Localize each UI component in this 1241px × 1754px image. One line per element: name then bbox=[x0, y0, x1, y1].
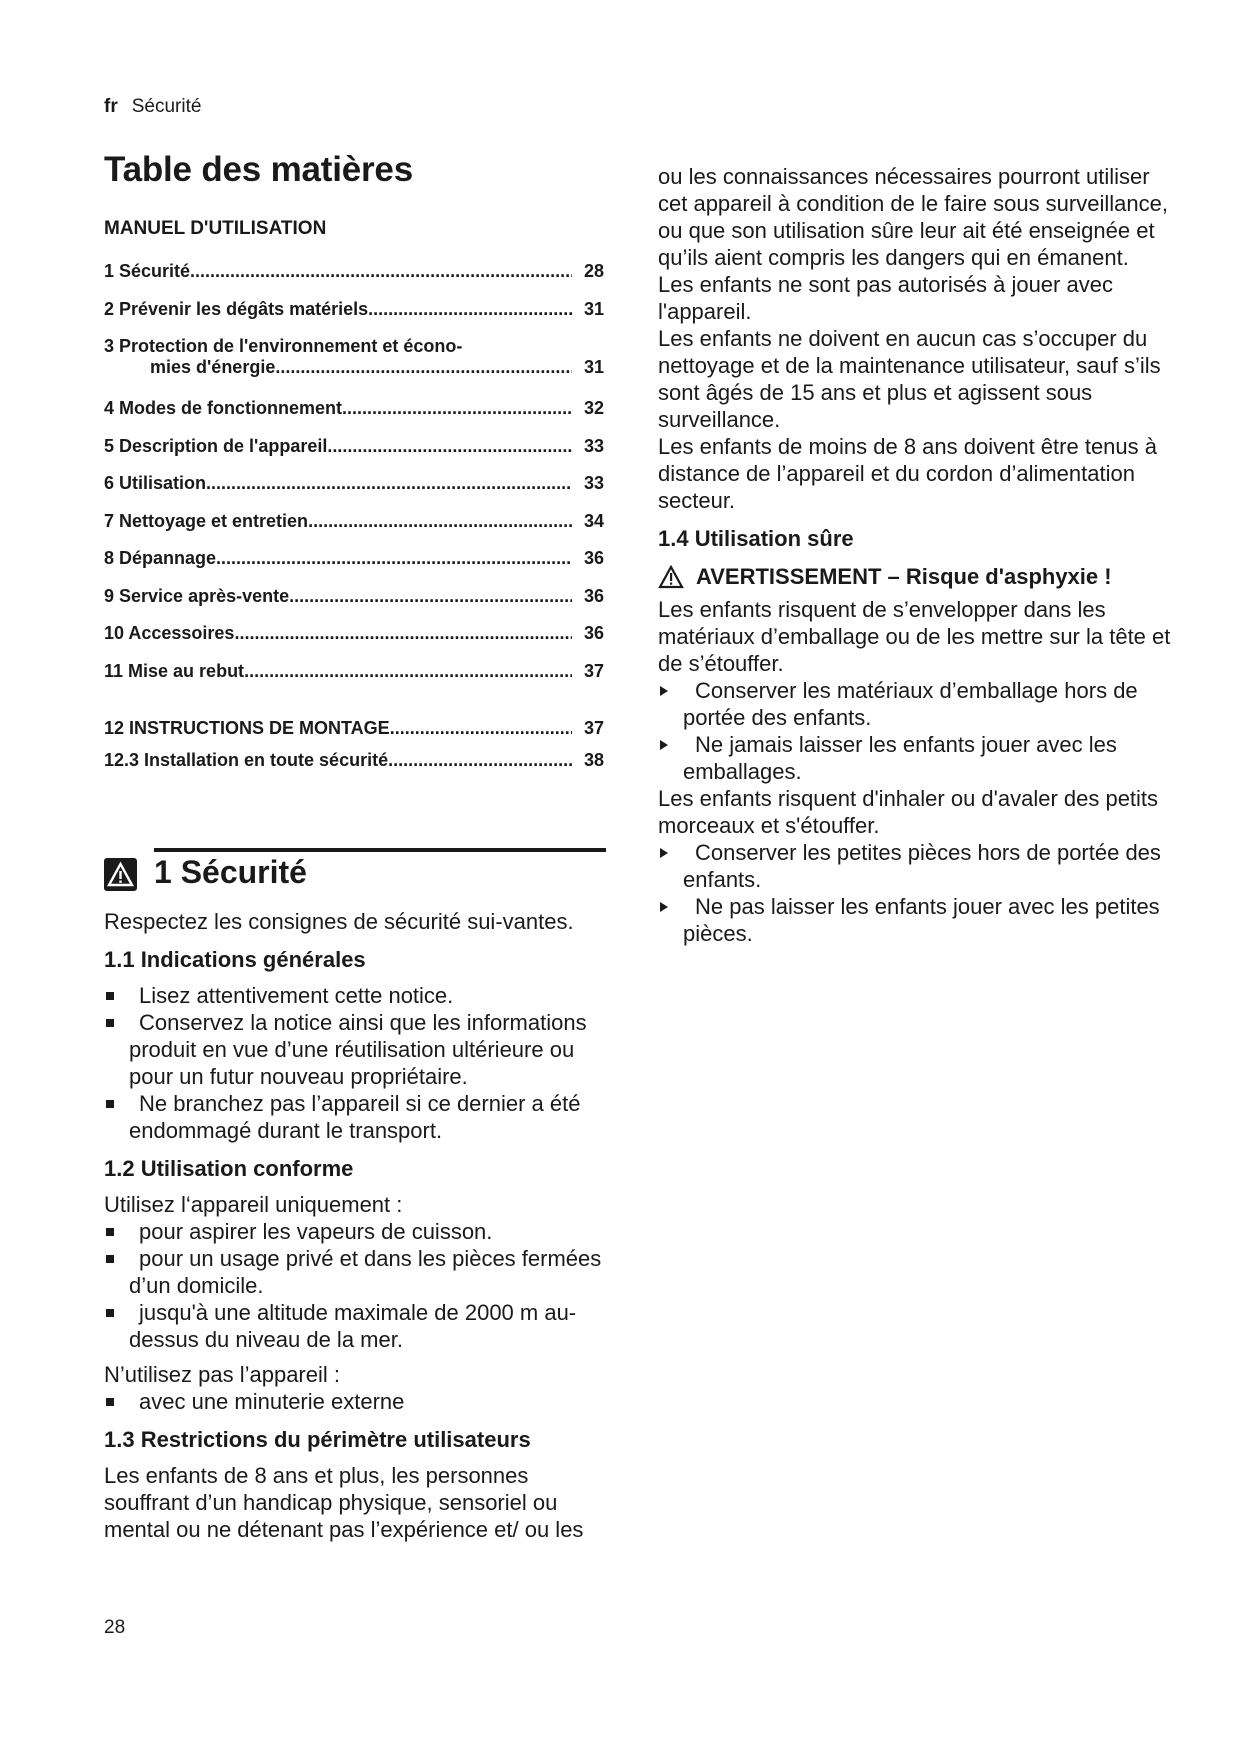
list-item: Lisez attentivement cette notice. bbox=[104, 982, 604, 1009]
toc-heading: MANUEL D'UTILISATION bbox=[104, 218, 327, 239]
toc-entry[interactable]: 11 Mise au rebut ..... 37 bbox=[104, 661, 604, 699]
paragraph: Utilisez l‘appareil uniquement : bbox=[104, 1192, 403, 1217]
header-section: Sécurité bbox=[131, 96, 202, 117]
toc-entry[interactable]: 9 Service après-vente ..... 36 bbox=[104, 586, 604, 624]
page-header bbox=[104, 96, 201, 118]
list-item: Ne jamais laisser les enfants jouer avec les emballages. bbox=[658, 731, 1178, 785]
toc-entry[interactable]: 1 Sécurité ..... 28 bbox=[104, 261, 604, 299]
subsection-title: 1.2 Utilisation conforme bbox=[104, 1156, 354, 1181]
list-item: pour un usage privé et dans les pièces fermées d’un domicile. bbox=[104, 1245, 604, 1299]
bullet-list bbox=[104, 1388, 604, 1415]
toc-entry[interactable]: 6 Utilisation ..... 33 bbox=[104, 473, 604, 511]
left-column bbox=[104, 150, 604, 1543]
paragraph: Les enfants de 8 ans et plus, les personnes souffrant d’un handicap physique, sensoriel ou mental ou ne détenant pas l’expérience et/ ou les bbox=[104, 1463, 584, 1542]
paragraph: Les enfants de moins de 8 ans doivent être tenus à distance de l’appareil et du cordon d’alimentation secteur. bbox=[658, 434, 1157, 513]
list-item: Conservez la notice ainsi que les informations produit en vue d’une réutilisation ultérieure ou pour un futur nouveau propriétaire. bbox=[104, 1009, 604, 1090]
toc-entry[interactable]: 5 Description de l'appareil ..... 33 bbox=[104, 436, 604, 474]
list-item: pour aspirer les vapeurs de cuisson. bbox=[104, 1218, 604, 1245]
list-item: jusqu'à une altitude maximale de 2000 m au-dessus du niveau de la mer. bbox=[104, 1299, 604, 1353]
action-list bbox=[658, 839, 1178, 947]
language-code: fr bbox=[104, 96, 118, 117]
list-item: Conserver les petites pièces hors de portée des enfants. bbox=[658, 839, 1178, 893]
toc-entry[interactable]: 12 INSTRUCTIONS DE MONTAGE ..... 37 bbox=[104, 718, 604, 750]
paragraph-continued: ou les connaissances nécessaires pourront utiliser cet appareil à condition de le faire sous surveillance, ou que son utilisation sûre leur ait été enseignée et qu’ils aient compris les dangers qui en émanent. bbox=[658, 164, 1168, 270]
toc-entry[interactable]: 12.3 Installation en toute sécurité ..... 38 bbox=[104, 750, 604, 782]
bullet-list bbox=[104, 1218, 604, 1353]
list-item: Ne branchez pas l’appareil si ce dernier a été endommagé durant le transport. bbox=[104, 1090, 604, 1144]
bullet-list bbox=[104, 982, 604, 1144]
right-column bbox=[658, 163, 1178, 947]
toc-list bbox=[104, 261, 604, 782]
subsection-title: 1.1 Indications générales bbox=[104, 947, 366, 972]
list-item: Ne pas laisser les enfants jouer avec les petites pièces. bbox=[658, 893, 1178, 947]
toc-entry[interactable]: 2 Prévenir les dégâts matériels ..... 31 bbox=[104, 299, 604, 337]
toc-title: Table des matières bbox=[104, 150, 413, 189]
warning-text: AVERTISSEMENT – Risque d'asphyxie ! bbox=[696, 564, 1112, 589]
action-list bbox=[658, 677, 1178, 785]
warning-triangle-icon bbox=[658, 565, 684, 589]
paragraph: Les enfants risquent d'inhaler ou d'avaler des petits morceaux et s'étouffer. bbox=[658, 786, 1159, 838]
toc-entry[interactable]: 4 Modes de fonctionnement ..... 32 bbox=[104, 398, 604, 436]
paragraph: Les enfants ne doivent en aucun cas s’occuper du nettoyage et de la maintenance utilisateur, sauf s’ils sont âgés de 15 ans et plus et agissent sous surveillance. bbox=[658, 326, 1161, 432]
paragraph: Les enfants ne sont pas autorisés à jouer avec l'appareil. bbox=[658, 272, 1113, 324]
toc-entry[interactable]: 7 Nettoyage et entretien ..... 34 bbox=[104, 511, 604, 549]
list-item: Conserver les matériaux d’emballage hors de portée des enfants. bbox=[658, 677, 1178, 731]
list-item: avec une minuterie externe bbox=[104, 1388, 604, 1415]
paragraph: N’utilisez pas l’appareil : bbox=[104, 1362, 340, 1387]
subsection-title: 1.4 Utilisation sûre bbox=[658, 526, 854, 551]
paragraph: Les enfants risquent de s’envelopper dans les matériaux d’emballage ou de les mettre sur la tête et de s’étouffer. bbox=[658, 597, 1171, 676]
subsection-title: 1.3 Restrictions du périmètre utilisateurs bbox=[104, 1427, 531, 1452]
warning-icon bbox=[104, 858, 137, 891]
warning-line bbox=[658, 564, 1178, 590]
toc-entry[interactable]: 8 Dépannage ..... 36 bbox=[104, 548, 604, 586]
toc-entry[interactable]: 3 Protection de l'environnement et écono- mies d'énergie ..... 31 bbox=[104, 336, 604, 398]
section-intro: Respectez les consignes de sécurité sui-vantes. bbox=[104, 909, 574, 934]
toc-entry[interactable]: 10 Accessoires ..... 36 bbox=[104, 623, 604, 661]
section-title: 1 Sécurité bbox=[154, 854, 307, 890]
page-number: 28 bbox=[104, 1617, 126, 1638]
section-1-heading bbox=[104, 848, 604, 908]
section-rule bbox=[154, 848, 606, 852]
